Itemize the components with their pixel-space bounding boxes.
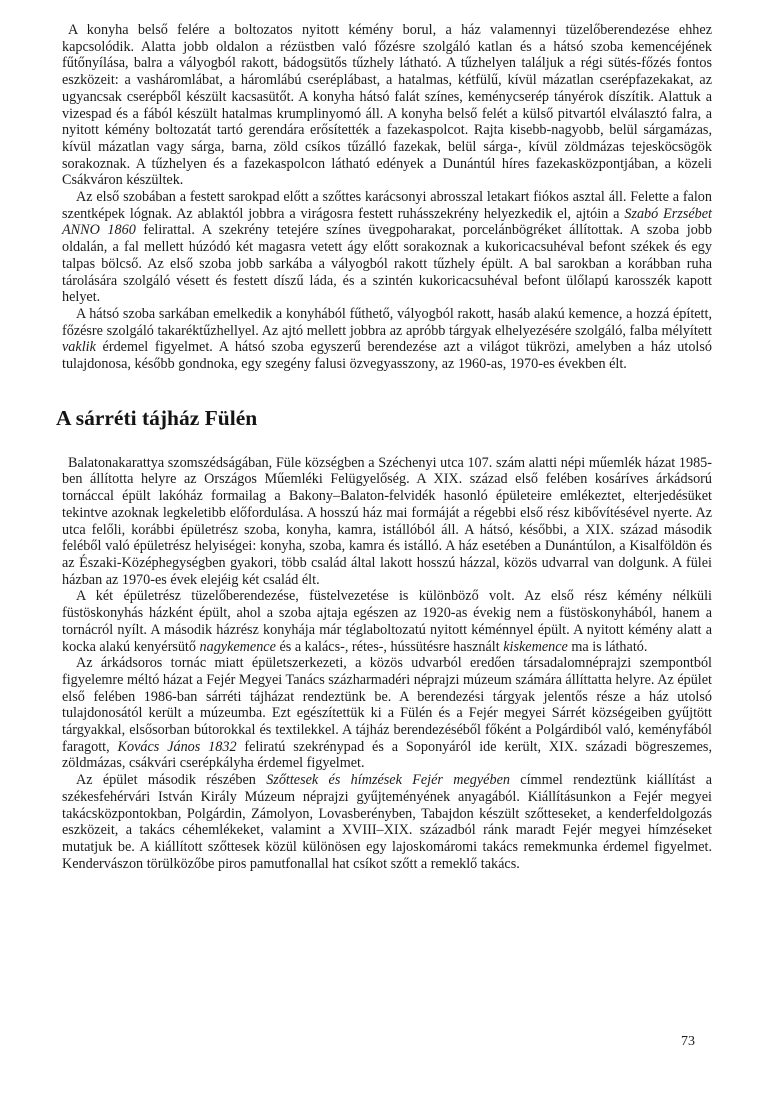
italic-term: vaklik	[62, 339, 96, 356]
paragraph-house-history: Balatonakarattya szomszédságában, Füle községben a Széchenyi utca 107. szám alatti népi műemlék házat 1985-ben állította helyre az Országos Műemléki Felügyelőség. A XIX. század első felében kosáríves árkádsorú tornáccal épült lakóház formailag a Bakony–Balaton-felvidék hasonló épületeire emlékeztet, elterjedésüket tekintve azoknak legkeletibb előfordulása. A hosszú ház mai formáját a régebbi első rész kibővítésével nyerte. Az utca felőli, korábbi épületrész szoba, konyha, kamra, istállóból áll. A hátsó, későbbi, a XIX. század második feléből való épületrész helyiségei: konyha, szoba, kamra és istálló. A ház esetében a Dunántúlon, a Kisalföldön és az Északi-Középhegységben gyakori, több család által lakott hosszú házzal, közös udvarral van dolgunk. A fülei házban az 1970-es évek elejéig két család élt.	[62, 454, 712, 588]
paragraph-first-room: Az első szobában a festett sarokpad előtt a szőttes karácsonyi abrosszal letakart fiókos asztal áll. Felette a falon szentképek lógnak. Az ablaktól jobbra a virágosra festett ruhásszekrény helyezkedik el, ajtóin a Szabó Erzsébet ANNO 1860 felirattal. A szekrény tetejére színes üvegpoharakat, porcelánbögréket állítottak. A szoba jobb oldalán, a fal mellett húzódó két magasra vetett ágy előtt sorakoznak a kukoricacsuhéval befont székek és egy talpas bölcső. Az első szoba jobb sarkába a vályogból rakott tűzhely épült. A bal sarokban a korábban ruha tárolására szolgáló vésett és festett díszű láda, és a szintén kukoricacsuhéval befont ülőlapú karosszék kapott helyet.	[62, 189, 712, 306]
section-title: A sárréti tájház Fülén	[56, 405, 258, 430]
paragraph-back-room: A hátsó szoba sarkában emelkedik a konyhából fűthető, vályogból rakott, hasáb alakú kemence, a hozzá épített, főzésre szolgáló takaréktűzhellyel. Az ajtó mellett jobbra az apróbb tárgyak elhelyezésére szolgáló, falba mélyített vaklik érdemel figyelmet. A hátsó szoba egyszerű berendezése azt a világot tükrözi, amelyben a ház utolsó tulajdonosa, később gondnoka, egy szegény falusi özvegyasszony, az 1960-as, 1970-es években élt.	[62, 305, 712, 373]
italic-term: Szőttesek és hímzések Fejér megyében	[266, 772, 510, 789]
paragraph-restoration: Az árkádsoros tornác miatt épületszerkezeti, a közös udvarból eredően társadalomnéprajzi szempontból figyelemre méltó házat a Fejér Megyei Tanács százharmadéri néprajzi múzeum számára állíttatta helyre. Az épület első felében 1986-ban sárréti tájházat rendeztünk be. A berendezési tárgyak jelentős része a ház utolsó tulajdonosától került a múzeumba. Ezt egészítettük ki a Fülén és a Fejér megyei Sárrét községeiben gyűjtött tárgyakkal, elsősorban bútorokkal és textilekkel. A tájház berendezéséből főként a Polgárdiból való, keményfából faragott, Kovács János 1832 feliratú szekrénypad és a Soponyáról ide került, XIX. századi bögreszemes, zöldmázas, csákvári cserépkályha érdemel figyelmet.	[62, 655, 712, 772]
italic-term: nagykemence	[199, 638, 276, 655]
document-page	[56, 22, 712, 872]
paragraph-exhibition: Az épület második részében Szőttesek és hímzések Fejér megyében címmel rendeztünk kiállítást a székesfehérvári István Király Múzeum néprajzi gyűjteményének anyagából. Kiállításunkon a Fejér megyei takácsközpontokban, Polgárdin, Zámolyon, Lovasberényben, Tabajdon készült szőtteseket, a kenderfeldolgozás eszközeit, a takács céhemlékeket, valamint a XVIII–XIX. századból ránk maradt Fejér megyei hímzéseket mutatjuk be. A kiállított szőttesek közül különösen egy lajoskomáromi takács remekmunka érdemel figyelmet. Kendervászon törülközőbe piros pamutfonallal hat csíkot szőtt a remeklő takács.	[62, 772, 712, 872]
section-sarret-house	[62, 455, 712, 873]
paragraph-kitchen: A konyha belső felére a boltozatos nyitott kémény borul, a ház valamennyi tüzelőberendezése ehhez kapcsolódik. Alatta jobb oldalon a rézüstben való főzésre szolgáló katlan és a hátsó szoba kemencéjének fűtőnyílása, balra a vályogból rakott, bádogsütős tűzhely látható. A tűzhelyen találjuk a régi sütés-főzés fontos eszközeit: a vasháromlábat, a háromlábú cseréplábast, a hatalmas, kétfülű, kívül mázatlan cserépfazekakat, az ugyancsak cserépből készült kacsasütőt. A konyha hátsó falát színes, keménycserép tányérok díszítik. Alattuk a vizespad és a fából készült hatalmas krumplinyomó áll. A konyha belső felét a külső pitvartól elválasztó falra, a nyitott kémény boltozatát tartó gerendára erősítették a fazekaspolcot. Rajta kisebb-nagyobb, belül sárgamázas, kívül mázatlan vagy sárga, barna, zöld csíkos tűzálló fazekak, belül sárga-, kívül zöldmázas tejesköcsögök sorakoznak. A tűzhelyen és a fazekaspolcon látható edények a Dunántúl híres fazekasközpontjában, a közeli Csákváron készültek.	[62, 22, 712, 189]
italic-term: Kovács János 1832	[117, 738, 237, 755]
paragraph-heating: A két épületrész tüzelőberendezése, füstelvezetése is különböző volt. Az első rész kémény nélküli füstöskonyhás házként épült, ahol a szoba ajtaja egészen az 1920-as évekig nem a füstöskonyhából, hanem a tornácról nyílt. A második házrész konyhája már téglaboltozatú nyitott kéménnyel épült. A nyitott kémény alatt a kocka alakú kenyérsütő nagykemence és a kalács-, rétes-, hússütésre használt kiskemence ma is látható.	[62, 588, 712, 655]
page-number: 73	[681, 1034, 695, 1049]
italic-term: kiskemence	[503, 638, 568, 655]
section-museum-interior	[62, 22, 712, 373]
italic-term: Szabó Erzsébet ANNO 1860	[62, 205, 712, 239]
